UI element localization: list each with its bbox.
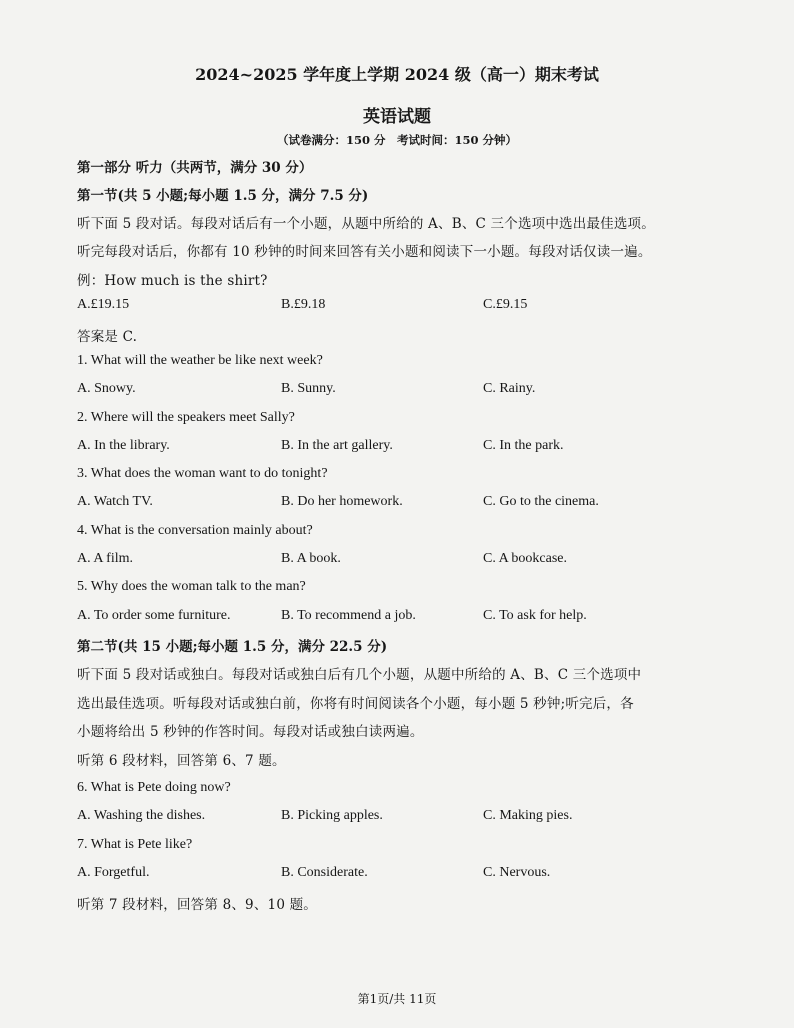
q5-option-b: B. To recommend a job.: [281, 608, 416, 623]
subject-title: 英语试题: [363, 107, 431, 127]
question-2: 2. Where will the speakers meet Sally?: [77, 410, 295, 425]
q1-option-b: B. Sunny.: [281, 381, 336, 396]
q2-option-c: C. In the park.: [483, 438, 564, 453]
part1-heading: 第一部分 听力（共两节，满分 30 分）: [77, 160, 313, 176]
q3-option-b: B. Do her homework.: [281, 494, 403, 509]
question-1: 1. What will the weather be like next week?: [77, 353, 323, 368]
example-question: [77, 269, 268, 290]
example-option-b: B.£9.18: [281, 297, 326, 312]
q7-option-b: B. Considerate.: [281, 865, 368, 880]
q4-option-a: A. A film.: [77, 551, 134, 566]
question-3: 3. What does the woman want to do tonight?: [77, 466, 328, 481]
q5-option-c: C. To ask for help.: [483, 608, 587, 623]
question-5-options: [77, 608, 717, 626]
q6-option-a: A. Washing the dishes.: [77, 808, 206, 823]
question-7-options: [77, 865, 717, 883]
q2-option-a: A. In the library.: [77, 438, 170, 453]
q4-option-b: B. A book.: [281, 551, 341, 566]
q1-option-a: A. Snowy.: [77, 381, 136, 396]
q1-option-c: C. Rainy.: [483, 381, 536, 396]
question-2-options: [77, 438, 717, 456]
section2-instruction-3: 小题将给出 5 秒钟的作答时间。每段对话或独白读两遍。: [77, 724, 424, 740]
q6-option-b: B. Picking apples.: [281, 808, 383, 823]
q7-option-c: C. Nervous.: [483, 865, 551, 880]
q7-option-a: A. Forgetful.: [77, 865, 150, 880]
q3-option-c: C. Go to the cinema.: [483, 494, 599, 509]
exam-title: 2024~2025 学年度上学期 2024 级（高一）期末考试: [195, 65, 599, 84]
q5-option-a: A. To order some furniture.: [77, 608, 231, 623]
question-7: 7. What is Pete like?: [77, 837, 193, 852]
section2-instruction-1: 听下面 5 段对话或独白。每段对话或独白后有几个小题，从题中所给的 A、B、C 三个选项中: [77, 667, 642, 683]
page-number: 第1页/共 11页: [357, 992, 437, 1006]
example-option-a: A.£19.15: [77, 297, 130, 312]
material-6-label: 听第 6 段材料，回答第 6、7 题。: [77, 753, 286, 769]
question-1-options: [77, 381, 717, 399]
section1-instruction-2: 听完每段对话后，你都有 10 秒钟的时间来回答有关小题和阅读下一小题。每段对话仅读一遍。: [77, 244, 652, 260]
material-7-label: 听第 7 段材料，回答第 8、9、10 题。: [77, 897, 318, 913]
example-option-c: C.£9.15: [483, 297, 528, 312]
example-options: [77, 297, 717, 315]
question-3-options: [77, 494, 717, 512]
question-6: 6. What is Pete doing now?: [77, 780, 231, 795]
question-4-options: [77, 551, 717, 569]
q4-option-c: C. A bookcase.: [483, 551, 567, 566]
q2-option-b: B. In the art gallery.: [281, 438, 393, 453]
section1-instruction-1: 听下面 5 段对话。每段对话后有一个小题，从题中所给的 A、B、C 三个选项中选出最佳选项。: [77, 216, 655, 232]
section2-heading: 第二节(共 15 小题;每小题 1.5 分，满分 22.5 分): [77, 639, 388, 655]
section1-heading: 第一节(共 5 小题;每小题 1.5 分，满分 7.5 分): [77, 188, 369, 204]
example-question-text: 例：How much is the shirt?: [77, 273, 268, 289]
exam-meta: （试卷满分：150 分 考试时间：150 分钟）: [276, 133, 517, 147]
question-6-options: [77, 808, 717, 826]
question-5: 5. Why does the woman talk to the man?: [77, 579, 306, 594]
example-answer: 答案是 C.: [77, 329, 138, 345]
q6-option-c: C. Making pies.: [483, 808, 573, 823]
question-4: 4. What is the conversation mainly about?: [77, 523, 313, 538]
q3-option-a: A. Watch TV.: [77, 494, 153, 509]
section2-instruction-2: 选出最佳选项。听每段对话或独白前，你将有时间阅读各个小题，每小题 5 秒钟;听完后，各: [77, 696, 634, 712]
